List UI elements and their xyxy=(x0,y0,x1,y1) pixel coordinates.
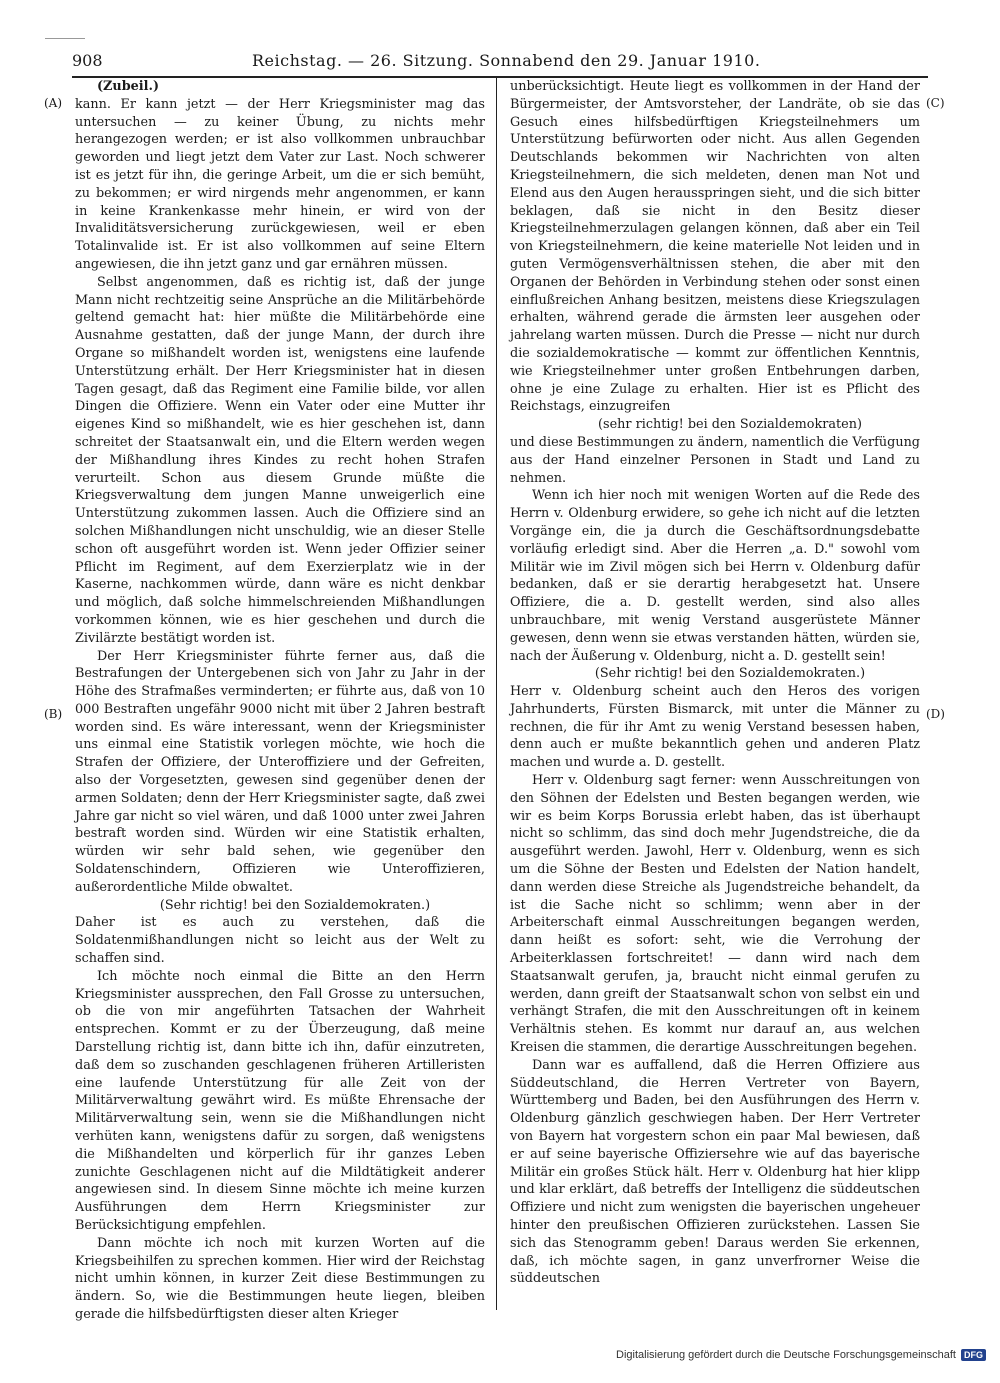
paragraph: kann. Er kann jetzt — der Herr Kriegsminister mag das untersuchen — zu keiner Übung, zu nichts mehr herangezogen werden; er ist also vollkommen unbrauchbar geworden und liegt jetzt dem Vater zur Last. Noch schwerer ist es jetzt für ihn, die geringe Arbeit, um die er sich bemüht, zu bekommen; er wird nirgends mehr angenommen, er kann in keine Krankenkasse mehr hinein, er wird von der Invaliditätsversicherung zurückgewiesen, weil er eben Totalinvalide ist. Er ist also vollkommen auf seine Eltern angewiesen, die ihn jetzt ganz und gar ernähren müssen. xyxy=(75,96,485,272)
paragraph: Selbst angenommen, daß es richtig ist, daß der junge Mann nicht rechtzeitig seine Ansprüche an die Militärbehörde geltend gemacht hat: hier müßte die Militärbehörde eine Ausnahme gestatten, daß der junge Mann, der durch ihre Organe so mißhandelt worden ist, wenigstens eine laufende Unterstützung erhält. Der Herr Kriegsminister hat in diesen Tagen gesagt, daß das Regiment eine Familie bilde, vor allen Dingen die Offiziere. Wenn ein Vater oder eine Mutter ihr eigenes Kind so mißhandelt, wie es hier geschehen ist, dann schreitet der Staatsanwalt ein, und die Eltern werden wegen der Mißhandlung ihres Kindes zu recht hohen Strafen verurteilt. Schon aus diesem Grunde müßte die Kriegsverwaltung dem jungen Manne unweigerlich eine Unterstützung zukommen lassen. Auch die Offiziere sind an solchen Mißhandlungen nicht unschuldig, wie an dieser Stelle schon oft ausgeführt worden ist. Wenn jeder Offizier seiner Pflicht im Regiment, auf dem Exerzierplatz wie in der Kaserne, nachkommen würde, dann wäre es nicht denkbar und möglich, daß solche himmelschreienden Mißhandlungen vorkommen können, wie es hier geschehen und durch die Zivilärzte bestätigt worden ist. xyxy=(75,274,485,646)
paragraph: Herr v. Oldenburg scheint auch den Heros des vorigen Jahrhunderts, Fürsten Bismarck, mit unter die Männer zu rechnen, die für ihr Amt zu wenig Verstand besessen haben, denn auch er mußte bekanntlich gehen und anderen Platz machen und wurde a. D. gestellt. xyxy=(510,684,920,771)
paragraph: Wenn ich hier noch mit wenigen Worten auf die Rede des Herrn v. Oldenburg erwidere, so gehe ich nicht auf die letzten Vorgänge ein, die ja durch die Geschäftsordnungsdebatte vorläufig erledigt sind. Aber die Herren „a. D." sowohl vom Militär wie im Zivil mögen sich bei Herrn v. Oldenburg dafür bedanken, daß er sie derartig herabgesetzt hat. Unsere Offiziere, die a. D. gestellt werden, sind also alles unbrauchbare, mit wenig Verstand ausgerüstete Männer gewesen, denn wenn sie etwas verstanden hätten, würden sie, nach der Äußerung v. Oldenburg, nicht a. D. gestellt sein! xyxy=(510,488,920,664)
margin-marker-a: (A) xyxy=(44,96,63,110)
page-number: 908 xyxy=(72,51,103,70)
top-rule xyxy=(45,38,85,39)
footer-text: Digitalisierung gefördert durch die Deutsche Forschungsgemeinschaft xyxy=(616,1349,956,1361)
page-header xyxy=(72,48,928,78)
paragraph: Dann möchte ich noch mit kurzen Worten auf die Kriegsbeihilfen zu sprechen kommen. Hier wird der Reichstag nicht umhin können, in kurzer Zeit diese Bestimmungen zu ändern. So, wie die Bestimmungen heute liegen, bleiben gerade die hilfsbedürftigsten dieser alten Krieger xyxy=(75,1235,485,1322)
margin-marker-b: (B) xyxy=(44,707,63,721)
interjection: (Sehr richtig! bei den Sozialdemokraten.) xyxy=(594,666,866,682)
column-divider xyxy=(496,78,497,1310)
paragraph: Herr v. Oldenburg sagt ferner: wenn Ausschreitungen von den Söhnen der Edelsten und Besten begangen werden, wie wir es beim Korps Borussia erlebt haben, das ist überhaupt nicht so schlimm, das sind doch mehr Jugendstreiche, die da ausgeführt werden. Jawohl, Herr v. Oldenburg, wenn es sich um die Söhne der Besten und Edelsten der Nation handelt, dann werden diese Streiche als Jugendstreiche behandelt, da ist die Sache nicht so schlimm; wenn aber in der Arbeiterschaft einmal Ausschreitungen begangen werden, dann heißt es sofort: seht, wie die Verrohung der Arbeiterklassen fortschreitet! — dann wird nach dem Staatsanwalt gerufen, ja, braucht nicht einmal gerufen zu werden, dann greift der Staatsanwalt schon von selbst ein und verhängt Strafen, die mit den Ausschreitungen oft in keinem Verhältnis stehen. Es kommt nur darauf an, aus welchen Kreisen die stammen, die derartige Ausschreitungen begehen. xyxy=(510,773,920,1056)
left-column xyxy=(75,78,485,1322)
right-column xyxy=(510,78,920,1310)
paragraph: unberücksichtigt. Heute liegt es vollkommen in der Hand der Bürgermeister, der Amtsvorsteher, der Landräte, ob sie das Gesuch eines hilfsbedürftigen Kriegsteilnehmers um Unterstützung befürworten oder nicht. Aus allen Gegenden Deutschlands bekommen wir Nachrichten von alten Kriegsteilnehmern, die sich meldeten, denen man Not und Elend aus den Augen herausspringen sieht, und die sich bitter beklagen, daß sie nicht in den Besitz dieser Kriegsteilnehmerzulagen gelangen können, daß aber ein Teil von Kriegsteilnehmern, die keine materielle Not leiden und in guten Vermögensverhältnissen stehen, die aber mit den Organen der Behörden in Verbindung stehen oder sonst einen einflußreichen Anhang besitzen, meistens diese Kriegszulagen erhalten, während gerade die ärmsten leer ausgehen oder jahrelang warten müssen. Durch die Presse — nicht nur durch die sozialdemokratische — kommt zur öffentlichen Kenntnis, wie Kriegsteilnehmer unter großen Entbehrungen darben, ohne je eine Zulage zu erhalten. Hier ist es Pflicht des Reichstags, einzugreifen xyxy=(510,79,920,415)
interjection: (sehr richtig! bei den Sozialdemokraten) xyxy=(598,417,862,433)
paragraph: Der Herr Kriegsminister führte ferner aus, daß die Bestrafungen der Untergebenen sich von Jahr zu Jahr in der Höhe des Strafmaßes verminderten; er führte aus, daß von 10 000 Bestraften ungefähr 9000 nicht mit über 2 Jahren bestraft worden sind. Es wäre interessant, wenn der Kriegsminister uns einmal eine Statistik vorlegen möchte, wie hoch die Strafen der Offiziere, der Unteroffiziere und der Gefreiten, also der Vorgesetzten, gewesen sind gegenüber denen der armen Soldaten; denn der Herr Kriegsminister sagte, daß zwei Jahre gar nicht so viel wären, und daß 1000 unter zwei Jahren bestraft worden sind. Würden wir eine Statistik erhalten, würden wir sehr bald sehen, wie gegenüber den Soldatenschindern, Offizieren wie Unteroffizieren, außerordentliche Milde obwaltet. xyxy=(75,648,485,895)
speaker-name: (Zubeil.) xyxy=(97,79,160,94)
dfg-logo-icon: DFG xyxy=(961,1349,986,1361)
paragraph: Daher ist es auch zu verstehen, daß die Soldatenmißhandlungen nicht so leicht aus der Welt zu schaffen sind. xyxy=(75,915,485,967)
margin-marker-d: (D) xyxy=(926,707,945,721)
paragraph: Ich möchte noch einmal die Bitte an den Herrn Kriegsminister aussprechen, den Fall Grosse zu untersuchen, ob die von mir angeführten Tatsachen der Wahrheit entsprechen. Kommt er zu der Überzeugung, daß meine Darstellung richtig ist, dann bitte ich ihn, dafür einzutreten, daß dem so zuschanden geschlagenen früheren Artilleristen eine laufende Unterstützung für alle Zeit von der Militärverwaltung gewährt wird. Es müßte Ehrensache der Militärverwaltung sein, wenn sie die Mißhandlungen nicht verhüten kann, wenigstens dafür zu sorgen, daß wenigstens die Mißhandelten und körperlich für ihr ganzes Leben zunichte Geschlagenen nicht auf die Mildtätigkeit anderer angewiesen sind. In diesem Sinne möchte ich meine kurzen Ausführungen dem Herrn Kriegsminister zur Berücksichtigung empfehlen. xyxy=(75,968,485,1233)
footer-credit xyxy=(616,1349,986,1361)
interjection: (Sehr richtig! bei den Sozialdemokraten.) xyxy=(159,897,431,913)
paragraph: Dann war es auffallend, daß die Herren Offiziere aus Süddeutschland, die Herren Vertreter von Bayern, Württemberg und Baden, bei den Ausführungen des Herrn v. Oldenburg gänzlich geschwiegen haben. Der Herr Vertreter von Bayern hat vorgestern schon ein paar Mal bewiesen, daß er auf seine bayerische Offiziersehre wie auf das bayerische Militär ein großes Stück hält. Herr v. Oldenburg hat hier klipp und klar erklärt, daß betreffs der Intelligenz die süddeutschen Offiziere und nicht zum wenigsten die bayerischen ungeheuer hinter den preußischen Offizieren zurückstehen. Lassen Sie sich das Stenogramm geben! Daraus werden Sie erkennen, daß, ich möchte sagen, in ganz unverfrorner Weise die süddeutschen xyxy=(510,1057,920,1287)
paragraph: und diese Bestimmungen zu ändern, namentlich die Verfügung aus der Hand einzelner Personen in Stadt und Land zu nehmen. xyxy=(510,434,920,486)
running-head: Reichstag. — 26. Sitzung. Sonnabend den 29. Januar 1910. xyxy=(252,51,761,70)
margin-marker-c: (C) xyxy=(926,96,945,110)
